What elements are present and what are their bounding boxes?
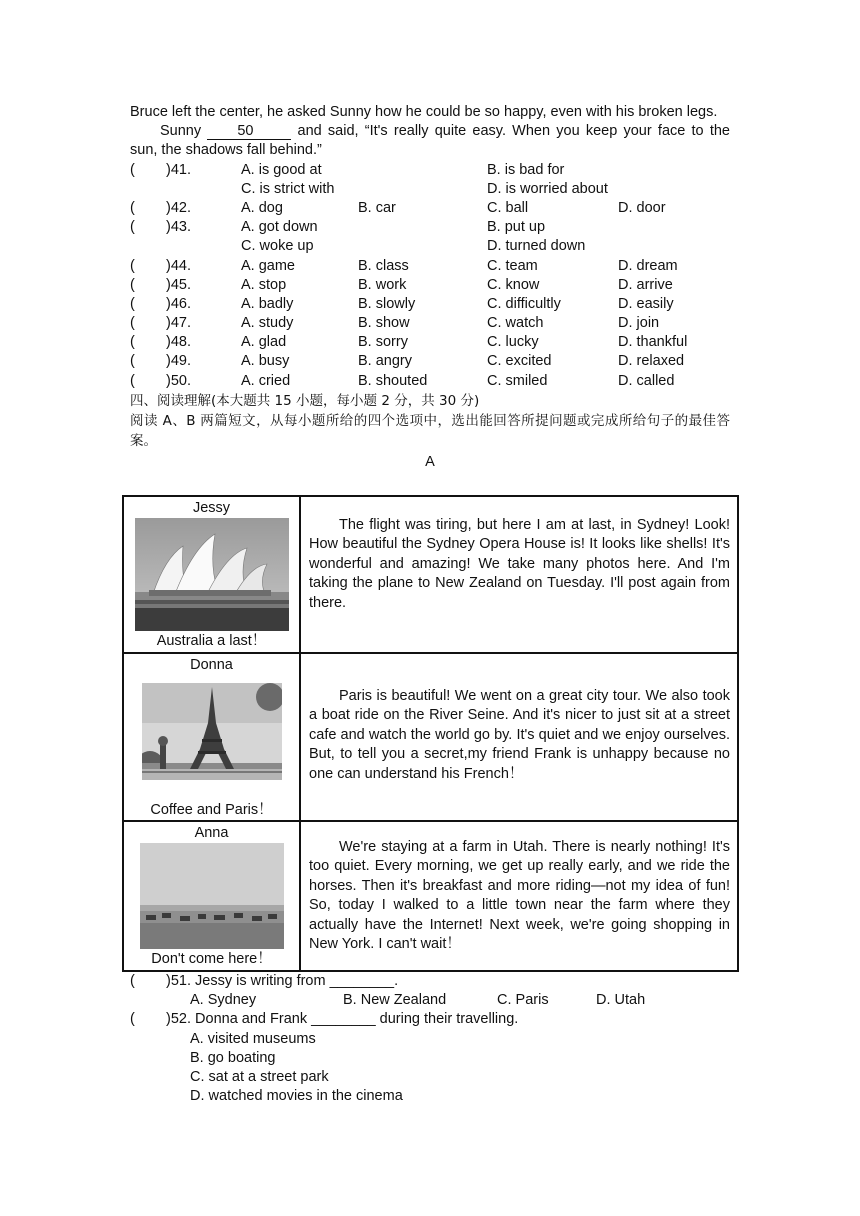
option-b[interactable]: B. sorry: [358, 334, 408, 351]
option-c[interactable]: C. know: [487, 276, 540, 293]
sydney-opera-house-photo: [135, 518, 289, 631]
question-43-line-2: [130, 237, 730, 256]
option-c[interactable]: C. difficultly: [487, 295, 561, 312]
page-content: [130, 103, 730, 472]
option-d[interactable]: D. join: [618, 315, 660, 332]
option-a[interactable]: A. cried: [241, 372, 291, 389]
post-body: [300, 496, 738, 653]
option-a[interactable]: A. Sydney: [190, 992, 257, 1009]
post-author: Anna: [194, 825, 229, 841]
post-body: [300, 821, 738, 971]
question-46: [130, 295, 730, 314]
question-47: [130, 314, 730, 333]
option-a[interactable]: A. busy: [241, 353, 290, 370]
option-a[interactable]: A. is good at: [241, 161, 322, 178]
option-b[interactable]: B. show: [358, 315, 410, 332]
passage-line-1: Bruce left the center, he asked Sunny how he could be so happy, even with his broken legs.: [130, 104, 718, 120]
passage-label: A: [425, 453, 435, 470]
post-row-jessy: [123, 496, 738, 653]
option-d[interactable]: D. relaxed: [618, 353, 685, 370]
option-d[interactable]: D. called: [618, 372, 675, 389]
question-number: )45.: [166, 276, 192, 293]
question-52-option-a-row: [130, 1030, 730, 1049]
paren-open: (: [130, 257, 135, 274]
question-number: )47.: [166, 315, 192, 332]
paren-open: (: [130, 1011, 135, 1028]
travel-posts-table: [122, 495, 739, 972]
blank-50: 50: [207, 123, 291, 140]
section-instruction: 阅读 A、B 两篇短文，从每小题所给的四个选项中，选出能回答所提问题或完成所给句子的最佳答案。: [130, 412, 730, 449]
passage-line-2-post: and said, “It's really quite easy. When you keep your face to the sun, the shadows fall behind.”: [130, 123, 730, 159]
option-c[interactable]: C. smiled: [487, 372, 548, 389]
passage-line-2-pre: Sunny: [160, 123, 208, 140]
post-text: Paris is beautiful! We went on a great city tour. We also took a boat ride on the River Seine. And it's nicer to just sit at a street cafe and watch the world go by. It's quiet and we enjoy ourselves. But, to tell you a secret,my friend Frank is unhappy because no one can understand his French！: [309, 688, 730, 782]
option-d[interactable]: D. is worried about: [487, 180, 608, 197]
option-a[interactable]: A. glad: [241, 334, 287, 351]
option-c[interactable]: C. ball: [487, 199, 529, 216]
option-a[interactable]: A. stop: [241, 276, 287, 293]
paren-open: (: [130, 295, 135, 312]
post-author: Donna: [190, 657, 233, 673]
option-a[interactable]: A. got down: [241, 219, 318, 236]
paren-open: (: [130, 161, 135, 178]
option-a[interactable]: A. study: [241, 315, 294, 332]
option-b[interactable]: B. New Zealand: [343, 992, 447, 1009]
question-42: [130, 199, 730, 218]
question-45: [130, 276, 730, 295]
question-41-line-2: [130, 180, 730, 199]
option-b[interactable]: B. go boating: [190, 1049, 276, 1066]
questions-section: [130, 972, 730, 1106]
question-number: )43.: [166, 219, 192, 236]
question-number: )46.: [166, 295, 192, 312]
option-c[interactable]: C. lucky: [487, 334, 539, 351]
question-number: )41.: [166, 161, 192, 178]
post-text: We're staying at a farm in Utah. There is nearly nothing! It's too quiet. Every morning, we get up really early, and we ride the horses. Then it's breakfast and more riding—not my idea of fun! So, today I walked to a little town near the farm where they actually have the Internet! Next week, we're going shopping in New York. I can't wait！: [309, 839, 730, 953]
option-d[interactable]: D. easily: [618, 295, 674, 312]
post-profile: [123, 821, 300, 971]
option-b[interactable]: B. work: [358, 276, 407, 293]
question-52: [130, 1010, 730, 1029]
option-c[interactable]: C. team: [487, 257, 538, 274]
option-a[interactable]: A. badly: [241, 295, 294, 312]
paren-open: (: [130, 353, 135, 370]
section-heading: 四、阅读理解(本大题共 15 小题，每小题 2 分，共 30 分): [130, 392, 480, 409]
question-number: )42.: [166, 199, 192, 216]
question-stem: )51. Jessy is writing from ________.: [166, 973, 399, 989]
post-caption: Coffee and Paris！: [150, 802, 273, 818]
question-43: [130, 218, 730, 237]
paren-open: (: [130, 219, 135, 236]
post-row-donna: [123, 653, 738, 821]
option-c[interactable]: C. woke up: [241, 238, 314, 255]
paren-open: (: [130, 276, 135, 293]
post-profile: [123, 496, 300, 653]
question-number: )48.: [166, 334, 192, 351]
paren-open: (: [130, 334, 135, 351]
post-row-anna: [123, 821, 738, 971]
question-50: [130, 372, 730, 391]
paren-open: (: [130, 199, 135, 216]
option-a[interactable]: A. dog: [241, 199, 283, 216]
option-d[interactable]: D. arrive: [618, 276, 673, 293]
post-profile: [123, 653, 300, 821]
option-d[interactable]: D. watched movies in the cinema: [190, 1088, 403, 1105]
question-51-options: [130, 991, 730, 1010]
post-body: [300, 653, 738, 821]
question-44: [130, 257, 730, 276]
option-d[interactable]: D. dream: [618, 257, 678, 274]
option-c[interactable]: C. watch: [487, 315, 544, 332]
option-b[interactable]: B. put up: [487, 219, 546, 236]
question-52-option-c-row: [130, 1068, 730, 1087]
option-b[interactable]: B. slowly: [358, 295, 416, 312]
question-48: [130, 333, 730, 352]
question-49: [130, 352, 730, 371]
option-b[interactable]: B. class: [358, 257, 409, 274]
option-a[interactable]: A. game: [241, 257, 295, 274]
paren-open: (: [130, 372, 135, 389]
option-c[interactable]: C. excited: [487, 353, 552, 370]
option-b[interactable]: B. car: [358, 199, 396, 216]
option-d[interactable]: D. Utah: [596, 992, 646, 1009]
farm-field-photo: [140, 843, 284, 949]
option-c[interactable]: C. Paris: [497, 992, 549, 1009]
option-a[interactable]: A. visited museums: [190, 1030, 316, 1047]
question-52-option-d-row: [130, 1087, 730, 1106]
post-caption: Don't come here！: [151, 951, 272, 967]
paren-open: (: [130, 315, 135, 332]
option-c[interactable]: C. is strict with: [241, 180, 335, 197]
option-d[interactable]: D. thankful: [618, 334, 688, 351]
passage-line-2: [130, 122, 730, 160]
question-41: [130, 161, 730, 180]
option-d[interactable]: D. door: [618, 199, 666, 216]
question-51: [130, 972, 730, 991]
option-c[interactable]: C. sat at a street park: [190, 1068, 329, 1085]
question-number: )44.: [166, 257, 192, 274]
option-b[interactable]: B. shouted: [358, 372, 428, 389]
post-author: Jessy: [192, 500, 231, 516]
question-52-option-b-row: [130, 1049, 730, 1068]
option-b[interactable]: B. is bad for: [487, 161, 565, 178]
option-d[interactable]: D. turned down: [487, 238, 586, 255]
option-b[interactable]: B. angry: [358, 353, 412, 370]
paren-open: (: [130, 973, 135, 989]
eiffel-tower-photo: [142, 683, 282, 780]
question-number: )50.: [166, 372, 192, 389]
post-text: The flight was tiring, but here I am at last, in Sydney! Look! How beautiful the Sydney Opera House is! It looks like shells! It's wonderful and amazing! We take many photos here. And I'm taking the plane to New Zealand on Tuesday. I'll post again from there.: [309, 517, 730, 611]
question-number: )49.: [166, 353, 192, 370]
question-stem: )52. Donna and Frank ________ during their travelling.: [166, 1011, 519, 1028]
post-caption: Australia a last！: [156, 633, 267, 649]
